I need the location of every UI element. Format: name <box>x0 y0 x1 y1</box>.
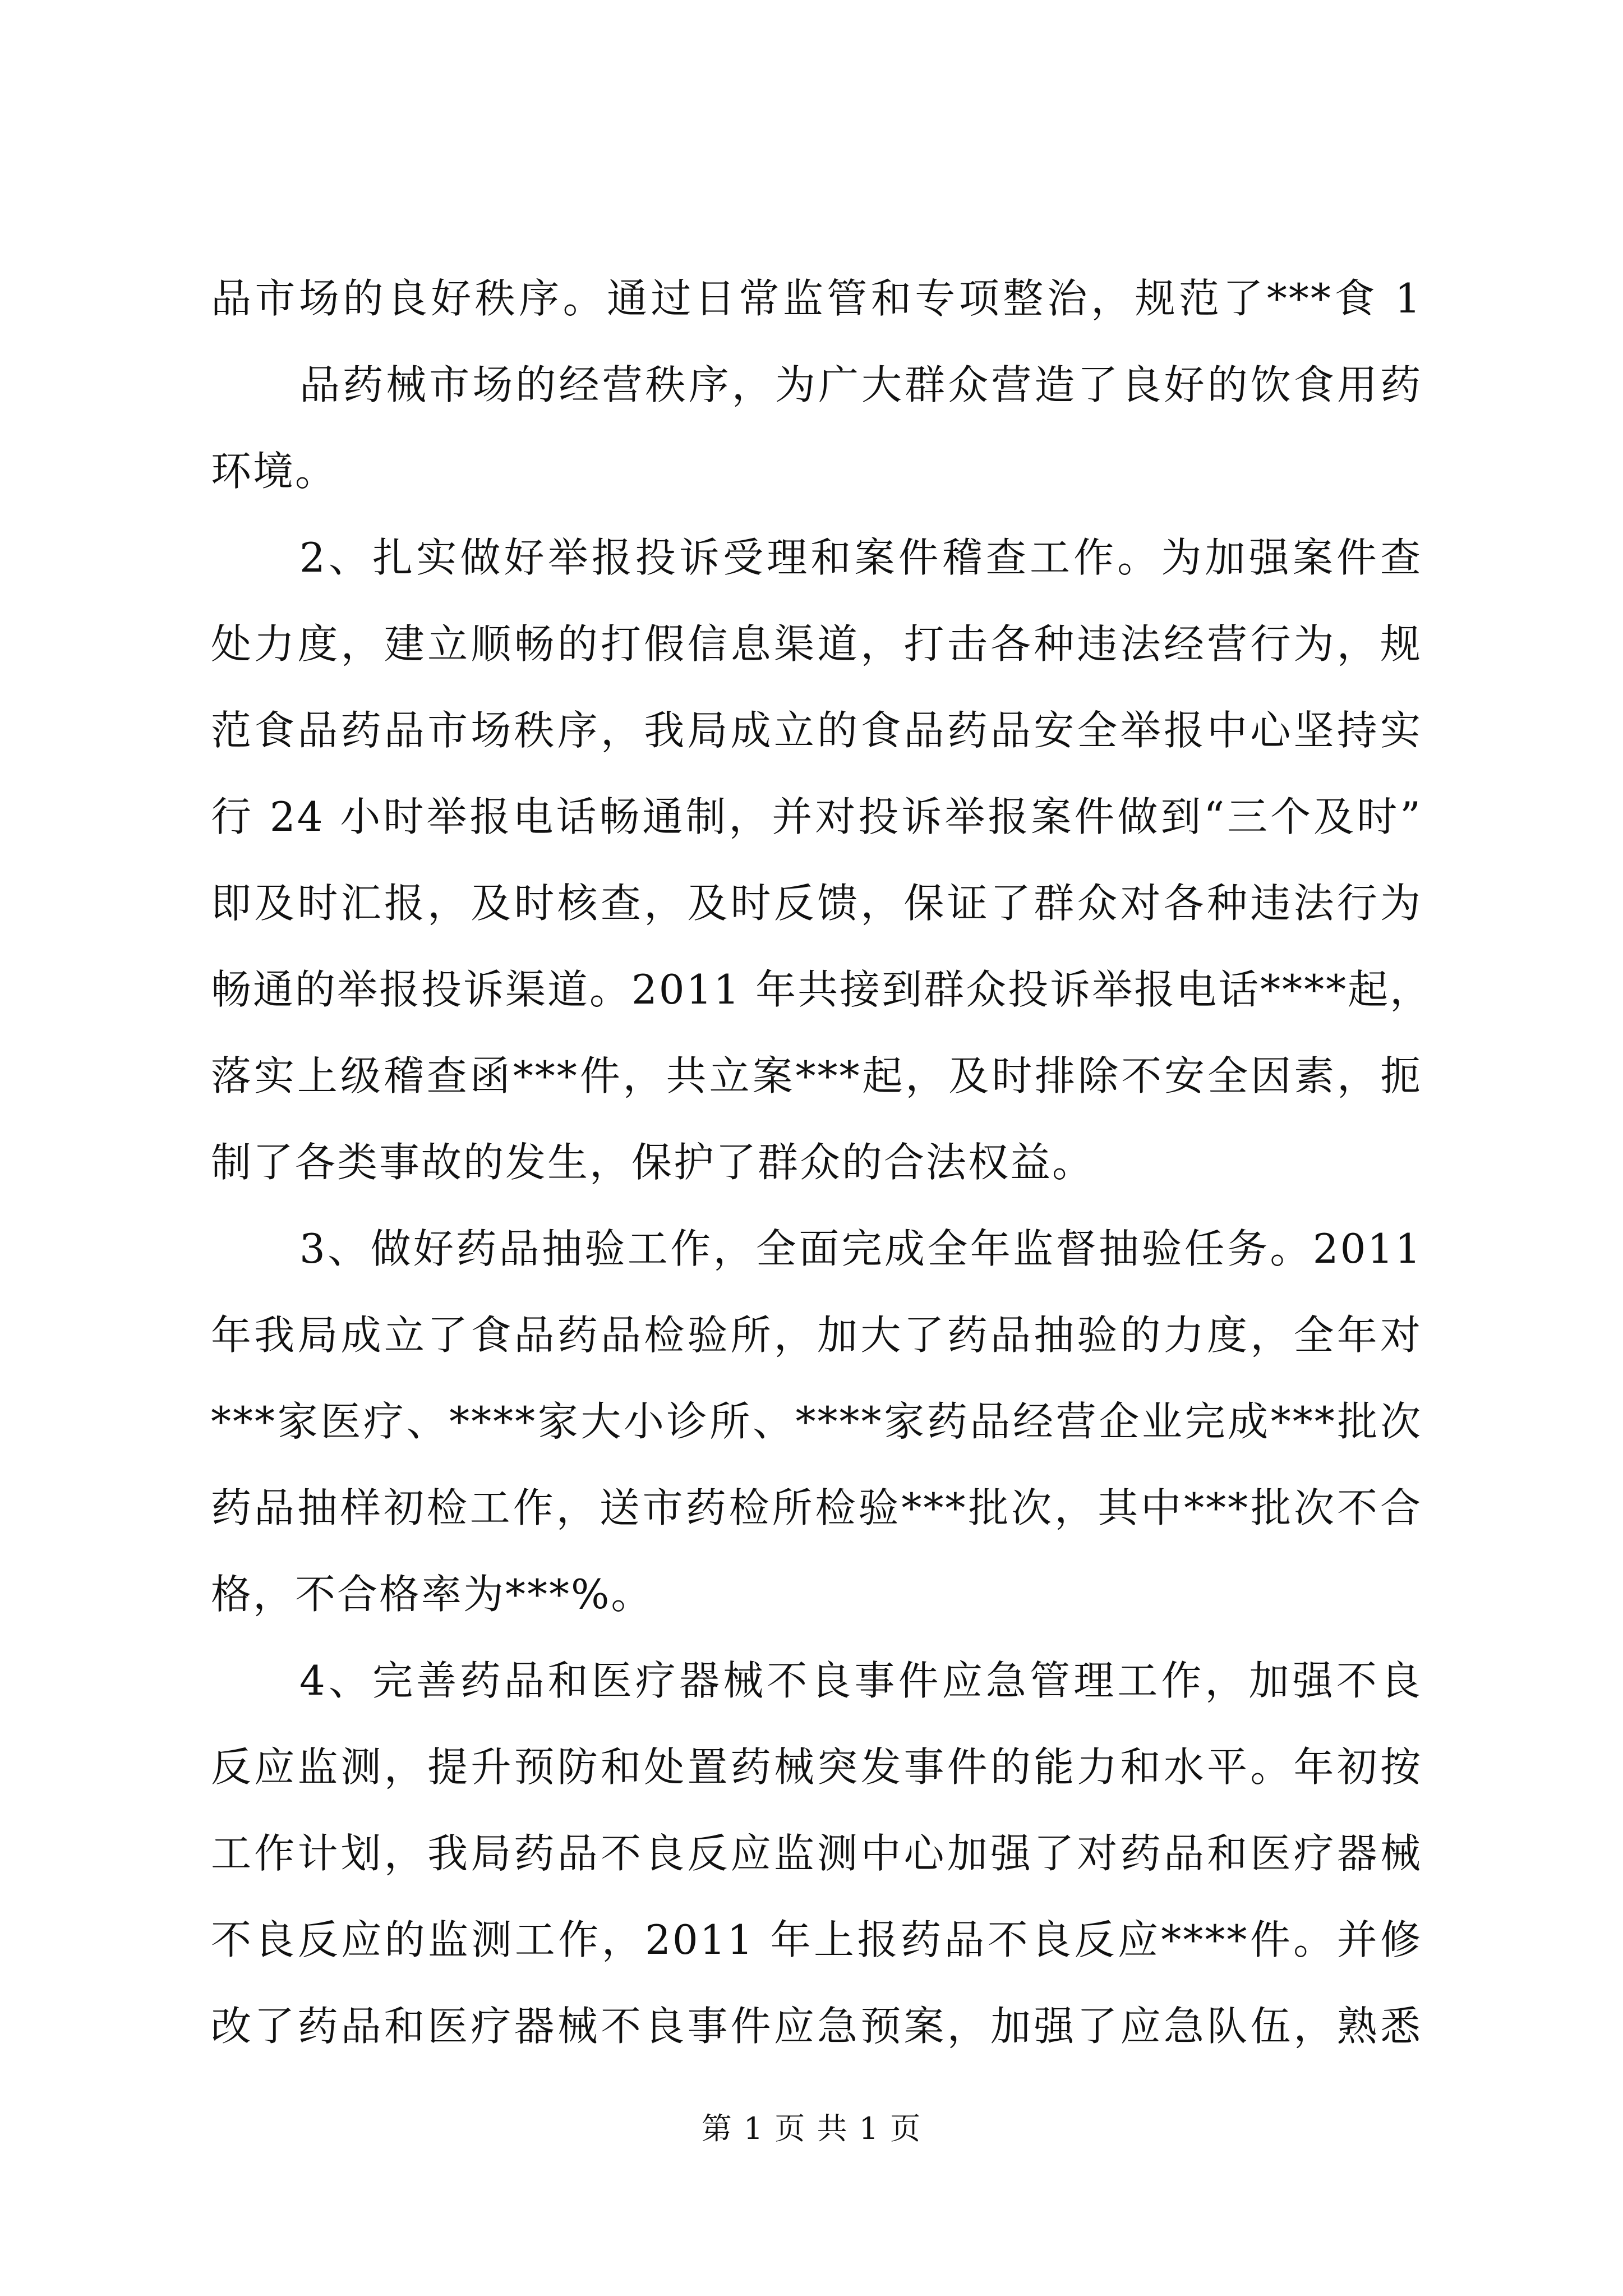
text-line: 反应监测，提升预防和处置药械突发事件的能力和水平。年初按 <box>211 1743 1422 1791</box>
text-line: 畅通的举报投诉渠道。2011 年共接到群众投诉举报电话****起， <box>211 966 1432 1013</box>
paragraph-4-start: 4、完善药品和医疗器械不良事件应急管理工作，加强不良 <box>299 1657 1422 1704</box>
text-line: 环境。 <box>211 448 338 495</box>
text-line: 落实上级稽查函***件，共立案***起，及时排除不安全因素，扼 <box>211 1052 1422 1099</box>
text-line: 行 24 小时举报电话畅通制，并对投诉举报案件做到“三个及时” <box>211 793 1422 840</box>
text-line: 品药械市场的经营秩序，为广大群众营造了良好的饮食用药 <box>299 361 1422 408</box>
text-line: 药品抽样初检工作，送市药检所检验***批次，其中***批次不合 <box>211 1484 1422 1531</box>
text-line: 制了各类事故的发生，保护了群众的合法权益。 <box>211 1139 1095 1186</box>
text-line: 处力度，建立顺畅的打假信息渠道，打击各种违法经营行为，规 <box>211 620 1422 668</box>
text-line: 品市场的良好秩序。通过日常监管和专项整治，规范了***食 1 <box>211 275 1422 322</box>
text-line: 不良反应的监测工作，2011 年上报药品不良反应****件。并修 <box>211 1916 1422 1963</box>
body-text <box>211 255 1432 2069</box>
paragraph-2-start: 2、扎实做好举报投诉受理和案件稽查工作。为加强案件查 <box>299 534 1422 581</box>
text-line: 工作计划，我局药品不良反应监测中心加强了对药品和医疗器械 <box>211 1830 1422 1877</box>
page-footer: 第 1 页 共 1 页 <box>701 2111 922 2146</box>
text-line: 年我局成立了食品药品检验所，加大了药品抽验的力度，全年对 <box>211 1312 1422 1359</box>
paragraph-3-start: 3、做好药品抽验工作，全面完成全年监督抽验任务。2011 <box>299 1225 1422 1272</box>
text-line: 范食品药品市场秩序，我局成立的食品药品安全举报中心坚持实 <box>211 707 1422 754</box>
text-line: 格，不合格率为***%。 <box>211 1571 653 1618</box>
text-line: 即及时汇报，及时核查，及时反馈，保证了群众对各种违法行为 <box>211 880 1422 927</box>
text-line: 改了药品和医疗器械不良事件应急预案，加强了应急队伍，熟悉 <box>211 2003 1422 2050</box>
text-line: ***家医疗、****家大小诊所、****家药品经营企业完成***批次 <box>211 1398 1422 1445</box>
